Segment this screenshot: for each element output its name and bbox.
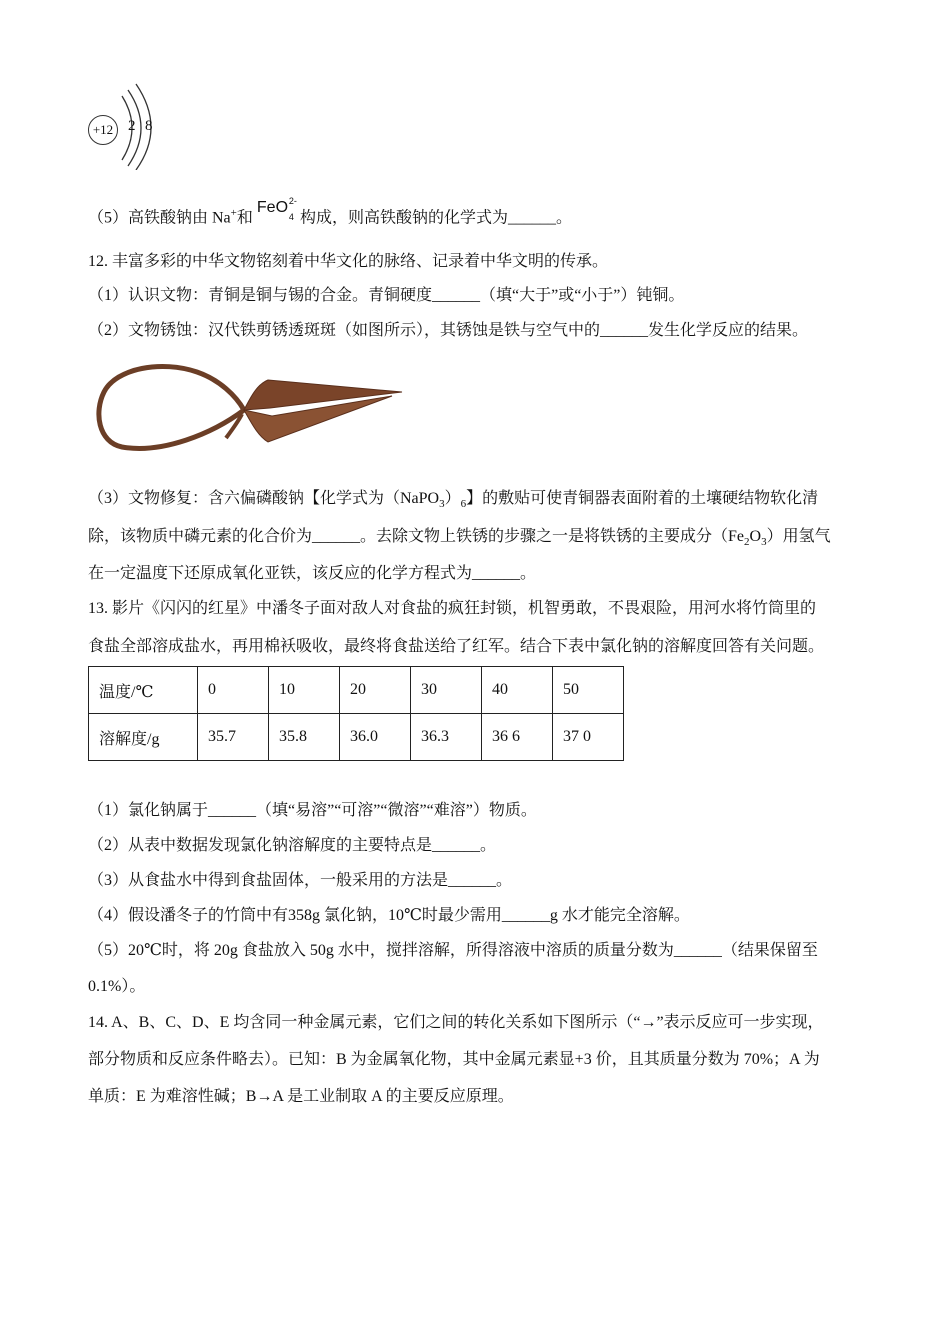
q12-part3-line3: 在一定温度下还原成氧化亚铁，该反应的化学方程式为______。	[88, 565, 537, 582]
table-cell: 40	[482, 667, 553, 714]
na-charge: +	[230, 207, 237, 219]
q12-p3-l1-a: （3）文物修复：含六偏磷酸钠【化学式为（NaPO	[88, 490, 440, 507]
shell-2-electrons: 8	[145, 118, 153, 134]
q12-p3-l1-b: ）	[444, 490, 461, 507]
q12-p3-l2-c: ）用氢气	[766, 528, 831, 545]
table-cell: 30	[411, 667, 482, 714]
q13-part4: （4）假设潘冬子的竹筒中有358g 氯化钠，10℃时最少需用______g 水才能完全溶解。	[88, 907, 690, 924]
q13-part5-line1: （5）20℃时，将 20g 食盐放入 50g 水中，搅拌溶解，所得溶液中溶质的质量分数为______（结果保留至	[88, 942, 818, 959]
q13-part1: （1）氯化钠属于______（填“易溶”“可溶”“微溶”“难溶”）物质。	[88, 802, 537, 819]
q12-stem: 12. 丰富多彩的中华文物铭刻着中华文化的脉络、记录着中华文明的传承。	[88, 253, 609, 270]
answer-blank: ______	[508, 209, 557, 227]
q12-p3-l1-c: 】的敷贴可使青铜器表面附着的土壤硬结物软化清	[466, 490, 819, 507]
table-row-header: 温度/℃	[89, 667, 198, 714]
q12-p3-l1-sub2: 6	[460, 498, 467, 511]
q12-p3-l2-sub1: 2	[744, 536, 750, 549]
table-cell: 36.0	[340, 714, 411, 761]
q11-p5-text-b: 和	[236, 209, 253, 227]
table-cell: 10	[269, 667, 340, 714]
q12-part3-line1	[88, 488, 818, 515]
table-row	[89, 714, 624, 761]
table-cell: 36.3	[411, 714, 482, 761]
q13-stem-line2: 食盐全部溶成盐水，再用棉袄吸收，最终将食盐送给了红军。结合下表中氯化钠的溶解度回答有关问题。	[88, 638, 825, 655]
q13-stem-line1: 13. 影片《闪闪的红星》中潘冬子面对敌人对食盐的疯狂封锁，机智勇敢，不畏艰险，用河水将竹筒里的	[88, 600, 817, 617]
q13-part3: （3）从食盐水中得到食盐固体，一般采用的方法是______。	[88, 872, 513, 889]
q14-line1: 14. A、B、C、D、E 均含同一种金属元素，它们之间的转化关系如下图所示（“→”表示反应可一步实现，	[88, 1014, 824, 1031]
q12-p3-l2-b: O	[749, 528, 762, 545]
q12-part1: （1）认识文物：青铜是铜与锡的合金。青铜硬度______（填“大于”或“小于”）钝铜。	[88, 287, 685, 304]
ferrate-ion-formula	[256, 196, 297, 223]
q13-part5-line2: 0.1%）。	[88, 978, 146, 995]
atom-nucleus: +12	[88, 115, 118, 145]
table-row	[89, 667, 624, 714]
q12-p3-l2-a: 除，该物质中磷元素的化合价为______。去除文物上铁锈的步骤之一是将铁锈的主要成分（Fe	[88, 528, 745, 545]
table-cell: 35.8	[269, 714, 340, 761]
shell-1-electrons: 2	[128, 118, 136, 134]
ferrate-formula: FeO	[256, 199, 289, 217]
q11-p5-text-a: （5）高铁酸钠由 Na	[88, 209, 231, 227]
table-cell: 36 6	[482, 714, 553, 761]
table-cell: 50	[553, 667, 624, 714]
q12-part2: （2）文物锈蚀：汉代铁剪锈透斑斑（如图所示），其锈蚀是铁与空气中的______发生化学反应的结果。	[88, 322, 809, 339]
ferrate-charge: 2-	[288, 196, 297, 207]
q12-p3-l1-sub1: 3	[439, 498, 445, 511]
q11-part5	[88, 196, 573, 229]
q11-p5-text-d: 。	[556, 209, 573, 227]
table-cell: 35.7	[198, 714, 269, 761]
table-cell: 20	[340, 667, 411, 714]
q11-p5-text-c: 构成，则高铁酸钠的化学式为	[300, 209, 509, 227]
solubility-table	[88, 666, 624, 761]
q13-part2: （2）从表中数据发现氯化钠溶解度的主要特点是______。	[88, 837, 497, 854]
q14-line3: 单质：E 为难溶性碱；B→A 是工业制取 A 的主要反应原理。	[88, 1088, 514, 1105]
q14-line2: 部分物质和反应条件略去）。已知：B 为金属氧化物，其中金属元素显+3 价，且其质量分数为 70%；A 为	[88, 1051, 820, 1068]
table-cell: 0	[198, 667, 269, 714]
iron-scissors-image	[92, 352, 404, 460]
atom-structure-diagram	[84, 82, 164, 170]
q12-part3-line2	[88, 526, 831, 553]
table-row-header: 溶解度/g	[89, 714, 198, 761]
q12-p3-l2-sub2: 3	[761, 536, 767, 549]
ferrate-subscript: 4	[288, 212, 294, 223]
table-cell: 37 0	[553, 714, 624, 761]
